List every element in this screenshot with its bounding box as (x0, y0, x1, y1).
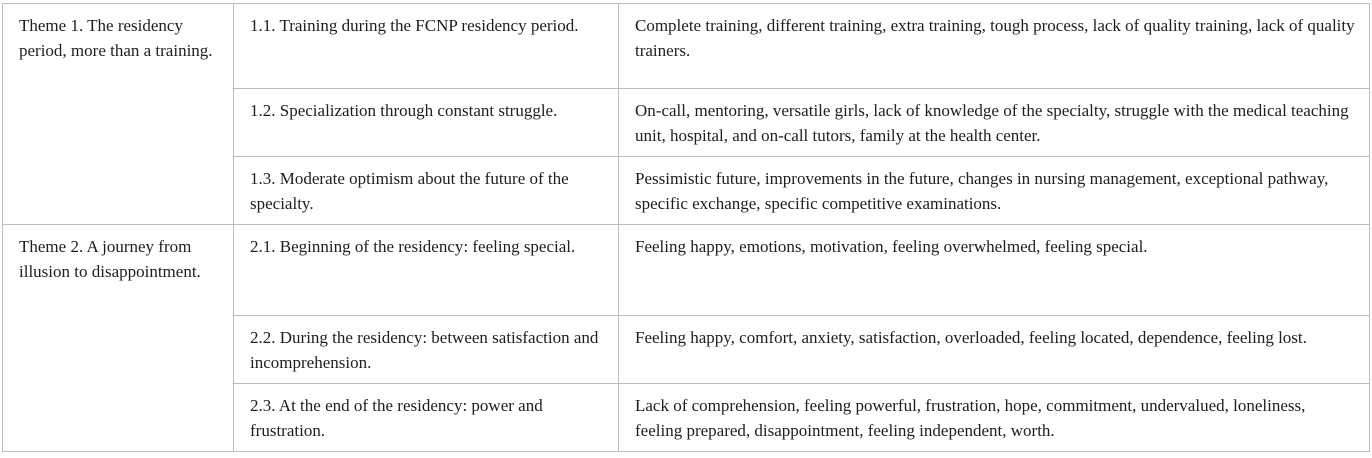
subtheme-cell: 1.2. Specialization through constant struggle. (234, 89, 619, 157)
themes-table (2, 3, 1370, 452)
table-row (3, 225, 1370, 316)
subtheme-cell: 2.3. At the end of the residency: power and frustration. (234, 384, 619, 452)
codes-cell: Pessimistic future, improvements in the future, changes in nursing management, exceptional pathway, specific exchange, specific competitive examinations. (619, 157, 1370, 225)
theme-cell: Theme 1. The residency period, more than a training. (3, 4, 234, 225)
subtheme-cell: 2.1. Beginning of the residency: feeling special. (234, 225, 619, 316)
codes-cell: Lack of comprehension, feeling powerful, frustration, hope, commitment, undervalued, loneliness, feeling prepared, disappointment, feeling independent, worth. (619, 384, 1370, 452)
subtheme-cell: 1.1. Training during the FCNP residency period. (234, 4, 619, 89)
codes-cell: Feeling happy, comfort, anxiety, satisfaction, overloaded, feeling located, dependence, feeling lost. (619, 316, 1370, 384)
codes-cell: Complete training, different training, extra training, tough process, lack of quality training, lack of quality trainers. (619, 4, 1370, 89)
subtheme-cell: 1.3. Moderate optimism about the future of the specialty. (234, 157, 619, 225)
theme-cell: Theme 2. A journey from illusion to disappointment. (3, 225, 234, 452)
codes-cell: Feeling happy, emotions, motivation, feeling overwhelmed, feeling special. (619, 225, 1370, 316)
codes-cell: On-call, mentoring, versatile girls, lack of knowledge of the specialty, struggle with the medical teaching unit, hospital, and on-call tutors, family at the health center. (619, 89, 1370, 157)
table-row (3, 4, 1370, 89)
subtheme-cell: 2.2. During the residency: between satisfaction and incomprehension. (234, 316, 619, 384)
